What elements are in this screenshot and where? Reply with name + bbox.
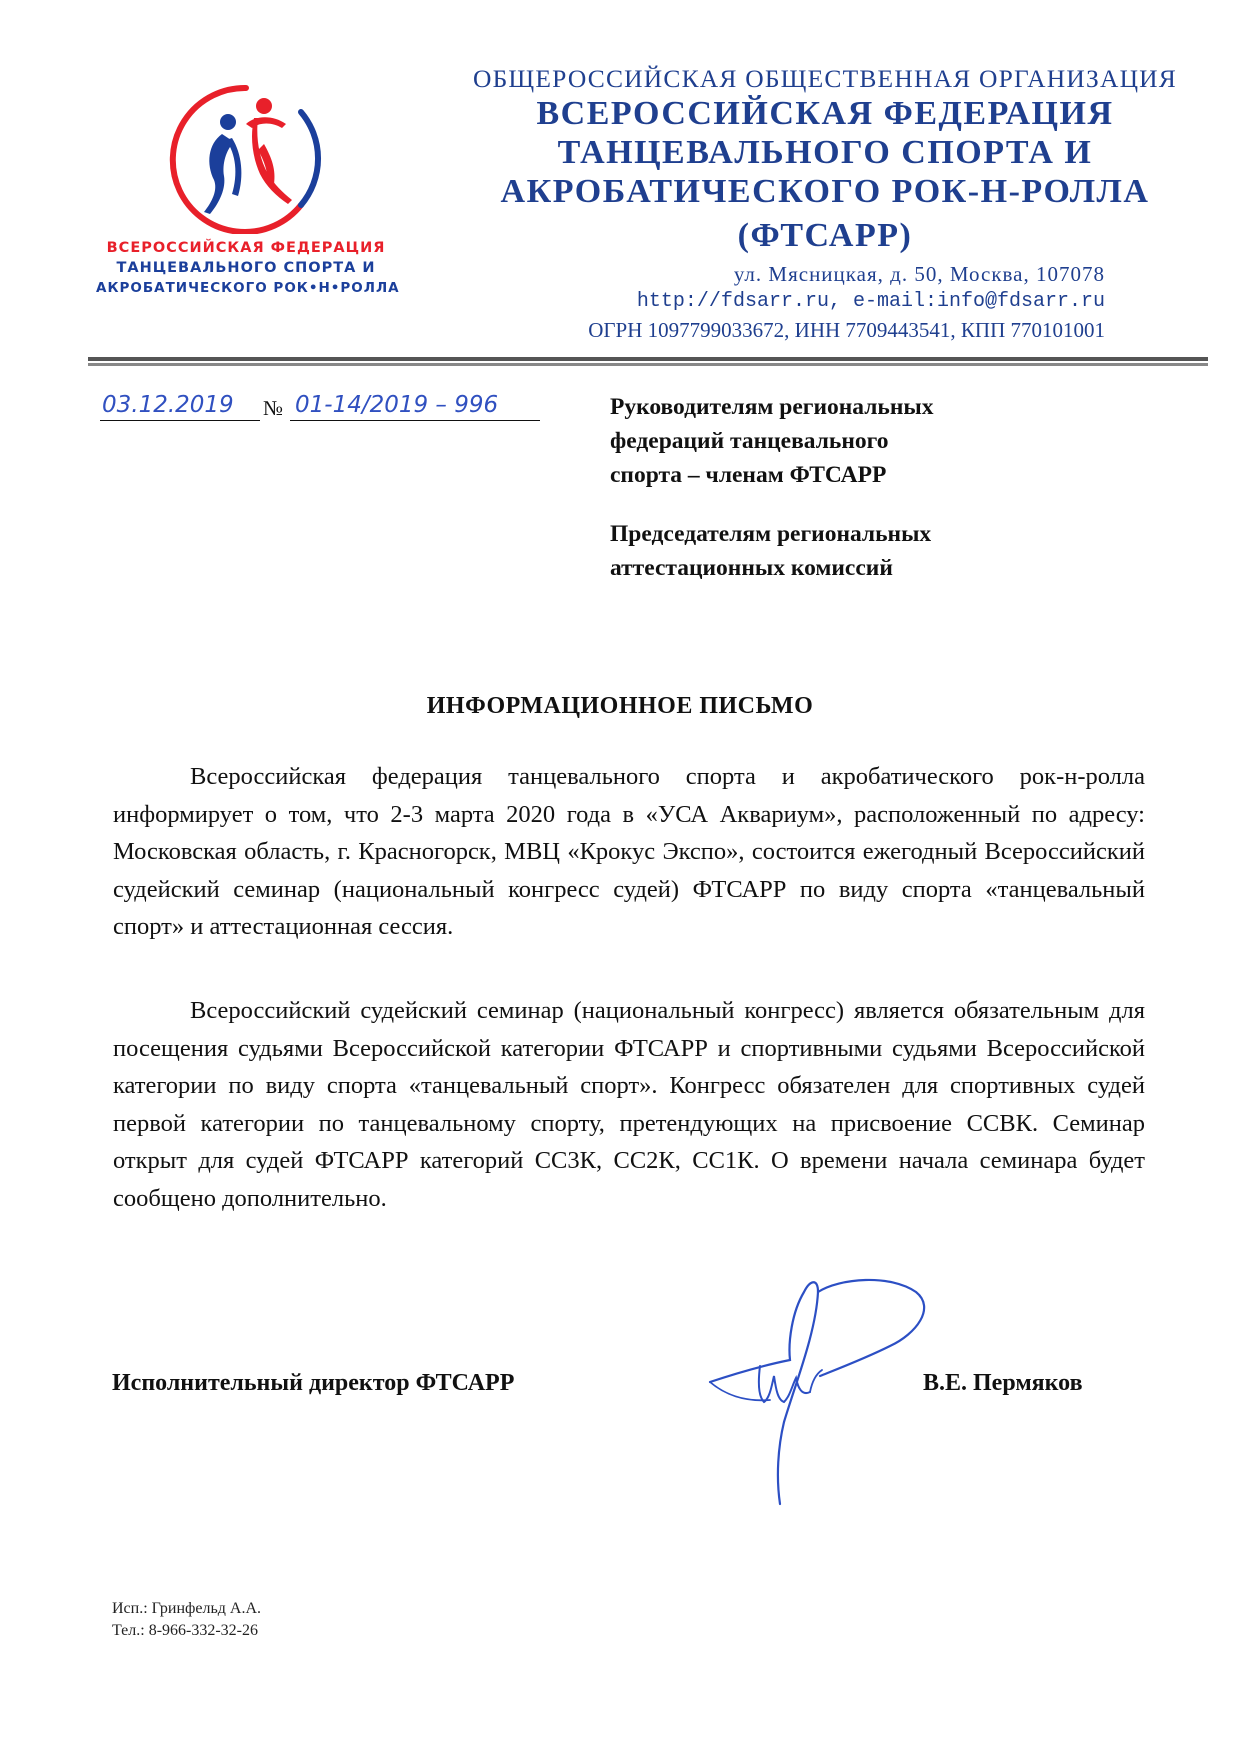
reference-number: 01-14/2019 – 996 — [295, 392, 499, 418]
header-divider-thick — [88, 357, 1208, 361]
organization-name-line2: ТАНЦЕВАЛЬНОГО СПОРТА И — [557, 134, 1093, 171]
organization-type: ОБЩЕРОССИЙСКАЯ ОБЩЕСТВЕННАЯ ОРГАНИЗАЦИЯ — [472, 64, 1178, 93]
handwritten-signature — [700, 1272, 930, 1512]
logo-text-line1: ВСЕРОССИЙСКАЯ ФЕДЕРАЦИЯ — [106, 240, 386, 256]
organization-web-email: http://fdsarr.ru, e-mail:info@fdsarr.ru — [636, 290, 1105, 313]
signatory-position: Исполнительный директор ФТСАРР — [112, 1370, 515, 1396]
body-paragraph-2: Всероссийский судейский семинар (национальный конгресс) является обязательным для посещения судьями Всероссийской категории ФТСАРР и спортивными судьями Всероссийской категории по виду спорта «танцевальный спорт». Конгресс обязателен для спортивных судей первой категории по танцевальному спорту, претендующих на присвоение ССВК. Семинар открыт для судей ФТСАРР категорий СС3К, СС2К, СС1К. О времени начала семинара будет сообщено дополнительно. — [113, 997, 1145, 1212]
dancers-emblem-icon — [96, 84, 396, 234]
number-underline — [290, 420, 540, 421]
reference-date: 03.12.2019 — [102, 392, 234, 418]
recipient-line: федераций танцевального — [610, 428, 889, 454]
logo-text-line2: ТАНЦЕВАЛЬНОГО СПОРТА И — [116, 260, 376, 276]
recipient-line: Председателям региональных — [610, 521, 932, 547]
recipient-line: спорта – членам ФТСАРР — [610, 462, 887, 488]
executor-phone: Тел.: 8-966-332-32-26 — [112, 1622, 259, 1639]
recipients-group-1 — [610, 390, 934, 492]
organization-abbreviation: (ФТСАРР) — [737, 217, 913, 254]
header-divider-thin — [88, 363, 1208, 366]
organization-address: ул. Мясницкая, д. 50, Москва, 107078 — [733, 262, 1105, 286]
organization-registration: ОГРН 1097799033672, ИНН 7709443541, КПП 770101001 — [588, 318, 1105, 342]
executor-name: Исп.: Гринфельд А.А. — [112, 1600, 262, 1617]
organization-name-line1: ВСЕРОССИЙСКАЯ ФЕДЕРАЦИЯ — [536, 95, 1114, 132]
logo-text-line3: АКРОБАТИЧЕСКОГО РОК•Н•РОЛЛА — [96, 280, 400, 296]
body-paragraph-1: Всероссийская федерация танцевального спорта и акробатического рок-н-ролла информирует о том, что 2-3 марта 2020 года в «УСА Аквариум», расположенный по адресу: Московская область, г. Красногорск, МВЦ «Крокус Экспо», состоится ежегодный Всероссийский судейский семинар (национальный конгресс судей) ФТСАРР по виду спорта «танцевальный спорт» и аттестационная сессия. — [113, 763, 1145, 941]
recipient-line: Руководителям региональных — [610, 394, 934, 420]
letter-title: ИНФОРМАЦИОННОЕ ПИСЬМО — [426, 693, 814, 719]
recipient-line: аттестационных комиссий — [610, 555, 893, 581]
recipients-group-2 — [610, 517, 931, 585]
outgoing-reference — [100, 390, 560, 430]
organization-name-line3: АКРОБАТИЧЕСКОГО РОК-Н-РОЛЛА — [500, 173, 1150, 210]
signatory-name: В.Е. Пермяков — [923, 1370, 1083, 1396]
federation-logo — [96, 84, 416, 304]
number-sign: № — [263, 396, 284, 420]
date-underline — [100, 420, 260, 421]
